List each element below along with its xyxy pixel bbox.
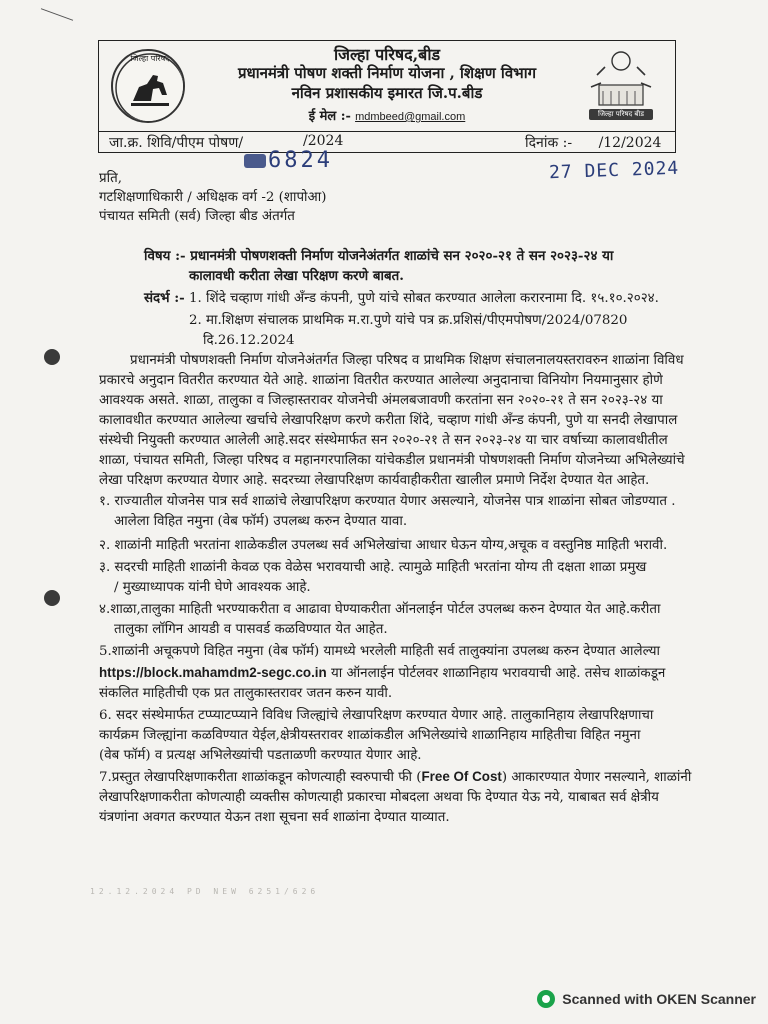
salutation: प्रति, [99, 171, 122, 186]
point-line: / मुख्याध्यापक यांनी घेणे आवश्यक आहे. [114, 580, 311, 595]
email-address: mdmbeed@gmail.com [355, 111, 466, 123]
free-of-cost: Free Of Cost [421, 769, 502, 784]
point-text: ) आकारण्यात येणार नसल्याने, शाळांनी [501, 770, 692, 785]
outward-number-stamp [244, 148, 333, 173]
point-line: १. राज्यातील योजनेस पात्र सर्व शाळांचे लेखापरिक्षण करण्यात येणार असल्याने, योजनेस पात्र शाळांना सोबत जोडण्यात . [99, 494, 676, 509]
body-line: प्रकारचे अनुदान वितरीत करण्यात येते आहे. शाळांना वितरीत करण्यात आलेल्या अनुदानाचा विनियोग नियमानुसार होणे [99, 373, 663, 388]
point-line: लेखापरिक्षणाकरीता कोणत्याही व्यक्तीस कोणत्याही प्रकारचा मोबदला अथवा फि देण्यात येऊ नये, याबाबत सर्व क्षेत्रीय [99, 790, 659, 805]
point-line: (वेब फॉर्म) व प्रत्यक्ष अभिलेख्यांची पडताळणी करण्यात येणार आहे. [99, 748, 422, 763]
body-line: प्रधानमंत्री पोषणशक्ती निर्माण योजनेअंतर्गत जिल्हा परिषद व प्राथमिक शिक्षण संचालनालयस्तरावरुन शाळांना विविध [130, 353, 684, 368]
point-text: 7.प्रस्तुत लेखापरिक्षणाकरीता शाळांकडून कोणत्याही स्वरुपाची फी ( [99, 770, 422, 785]
point-line: २. शाळांनी माहिती भरतांना शाळेकडील उपलब्ध सर्व अभिलेखांचा आधार घेऊन योग्य,अचूक व वस्तुनिष्ठ माहिती भरावी. [99, 538, 668, 553]
recipient-line-1: गटशिक्षणाधिकारी / अधिक्षक वर्ग -2 (शापोआ) [99, 190, 327, 205]
point-line: तालुका लॉगिन आयडी व पासवर्ड कळविण्यात येत आहेत. [114, 622, 388, 637]
reference-item-1: 1. शिंदे चव्हाण गांधी अँन्ड कंपनी, पुणे यांचे सोबत करण्यात आलेला करारनामा दि. १५.१०.२०२४. [189, 291, 659, 306]
point-line: कार्यक्रम जिल्ह्यांना कळविण्यात येईल,क्षेत्रीयस्तरावर शाळांकडील अभिलेख्यांचे शाळानिहाय माहितीचा विहित नमुना [99, 728, 641, 743]
scanner-watermark [537, 990, 756, 1008]
ink-smudge [244, 154, 266, 168]
org-name: जिल्हा परिषद,बीड [333, 45, 441, 64]
body-line: कालावधीत करण्यात आलेल्या खर्चाचे लेखापरिक्षण करणे करीता शिंदे, चव्हाण गांधी अँन्ड कंपनी, पुणे या सनदी लेखापाल [99, 413, 678, 428]
body-line: शाळा, पंचायत समिती, जिल्हा परिषद व महानगरपालिका यांचेकडील प्रधानमंत्री पोषणशक्ती निर्माण योजनेच्या अभिलेख्यांचे [99, 453, 685, 468]
reference-item-2-date: दि.26.12.2024 [203, 333, 295, 348]
point-text: या ऑनलाईन पोर्टलवर शाळानिहाय भरावयाची आहे. तसेच शाळांकडून [330, 666, 666, 681]
zp-beed-emblem-icon: जिल्हा परिषद बीड [577, 47, 665, 127]
reference-label: संदर्भ :- [144, 290, 185, 306]
stamped-number: 6824 [268, 148, 333, 173]
scanner-label: Scanned with OKEN Scanner [562, 991, 756, 1007]
recipient-line-2: पंचायत समिती (सर्व) जिल्हा बीड अंतर्गत [99, 209, 295, 224]
point-line: आलेला विहित नमुना (वेब फॉर्म) उपलब्ध करुन देण्यात यावा. [114, 514, 408, 529]
subject-text: प्रधानमंत्री पोषणशक्ती निर्माण योजनेअंतर्गत शाळांचे सन २०२०-२१ ते सन २०२३-२४ या [190, 248, 614, 264]
zilla-parishad-seal-icon: जिल्हा परिषद [111, 49, 185, 123]
reference-row [98, 131, 676, 153]
subject-label: विषय :- [144, 248, 186, 264]
punch-hole [44, 590, 60, 606]
corner-pen-mark [41, 8, 73, 21]
point-line: 5.शाळांनी अचूकपणे विहित नमुना (वेब फॉर्म) यामध्ये भरलेली माहिती सर्व तालुक्यांना उपलब्ध करुन देण्यात आलेल्या [99, 644, 660, 659]
subject-line-2: कालावधी करीता लेखा परिक्षण करणे बाबत. [189, 268, 404, 284]
reference-item-2: 2. मा.शिक्षण संचालक प्राथमिक म.रा.पुणे यांचे पत्र क्र.प्रशिसं/पीएमपोषण/2024/07820 [189, 313, 628, 328]
faint-footer-print: 12.12.2024 PD NEW 6251/626 [90, 887, 320, 896]
point-line-with-url [99, 663, 665, 681]
subject-line-1 [144, 246, 613, 264]
date-field [525, 133, 661, 152]
point-line: यंत्रणांना अवगत करण्यात येऊन तशा सूचना सर्व शाळांना देण्यात याव्यात. [99, 810, 450, 825]
letterhead [98, 40, 676, 132]
body-line: आवश्यक असते. शाळा, तालुका व जिल्हास्तरावर योजनेची अंमलबजावणी करतांना सन २०२०-२१ ते सन २०२३-२४ या [99, 393, 663, 408]
date-value: /12/2024 [598, 135, 662, 151]
reference-year: /2024 [303, 133, 344, 149]
point-line: 6. सदर संस्थेमार्फत टप्प्याटप्प्याने विविध जिल्ह्यांचे लेखापरिक्षण करण्यात येणार आहे. तालुकानिहाय लेखापरिक्षणाचा [99, 708, 654, 723]
scheme-name: प्रधानमंत्री पोषण शक्ती निर्माण योजना , शिक्षण विभाग [237, 64, 537, 82]
reference-number-label: जा.क्र. शिवि/पीएम पोषण/ [109, 135, 244, 151]
body-line: लेखा परिक्षण करण्यात येणार आहे. सदरच्या लेखापरिक्षण कार्यवाहीकरीता खालील प्रमाणे निर्देश देण्यात येत आहेत. [99, 473, 650, 488]
date-label: दिनांक :- [525, 135, 573, 151]
date-stamp: 27 DEC 2024 [548, 157, 680, 184]
punch-hole [44, 349, 60, 365]
portal-url: https://block.mahamdm2-segc.co.in [99, 665, 327, 680]
email-label: ई मेल :- [308, 109, 351, 124]
body-line: संस्थेची नियुक्ती करण्यात आलेली आहे.सदर संस्थेमार्फत सन २०२०-२१ ते सन २०२३-२४ या चार वर्षाच्या कालावधीतील [99, 433, 668, 448]
reference-line-1 [144, 288, 659, 306]
oken-scanner-logo-icon [537, 990, 555, 1008]
office-address: नविन प्रशासकीय इमारत जि.प.बीड [291, 84, 483, 102]
point-line: संकलित माहितीची एक प्रत तालुकास्तरावर जतन करुन यावी. [99, 686, 393, 701]
point-line: ४.शाळा,तालुका माहिती भरण्याकरीता व आढावा घेण्याकरीता ऑनलाईन पोर्टल उपलब्ध करुन देण्यात येत आहे.करीता [99, 602, 661, 617]
point-line-with-fee [99, 767, 691, 785]
point-line: ३. सदरची माहिती शाळांनी केवळ एक वेळेस भरावयाची आहे. त्यामुळे माहिती भरतांना योग्य ती दक्षता शाळा प्रमुख [99, 560, 647, 575]
